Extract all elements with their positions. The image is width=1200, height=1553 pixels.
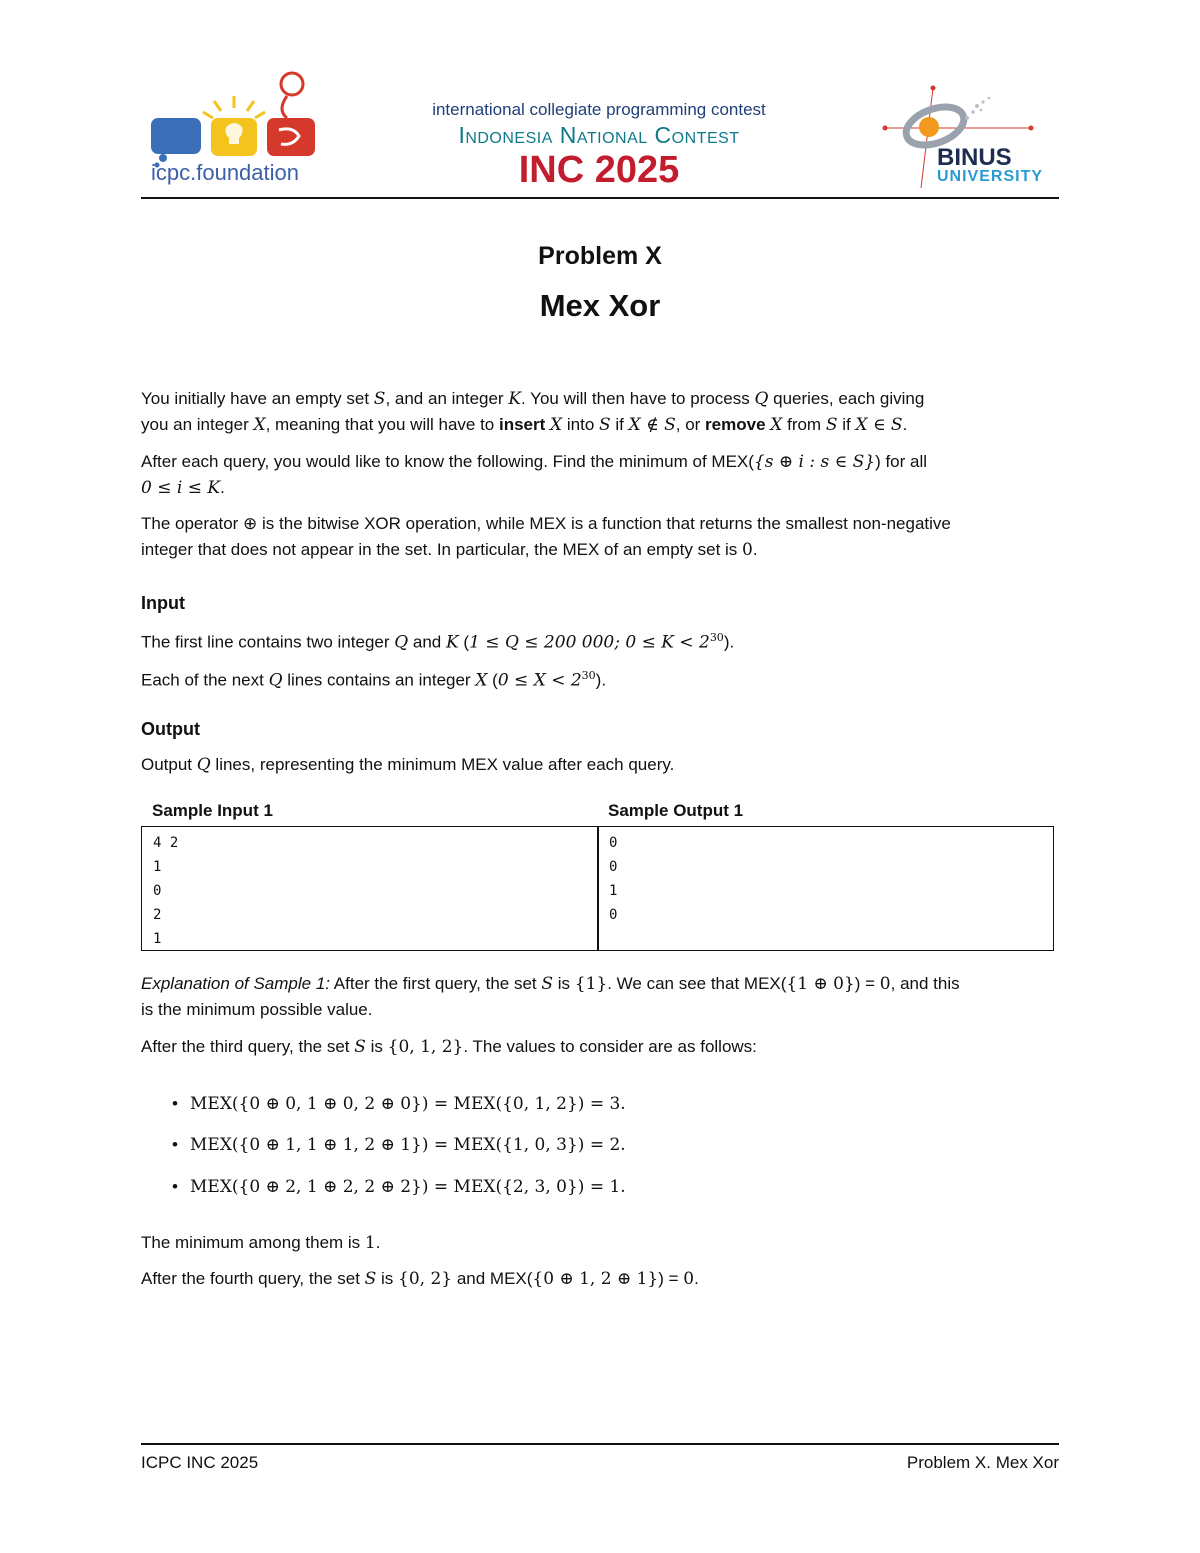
text: into bbox=[562, 415, 599, 434]
math-expr: 1 ≤ Q ≤ 200 000; 0 ≤ K < 2 bbox=[469, 632, 710, 653]
math-var: S bbox=[364, 1269, 377, 1289]
problem-title: Mex Xor bbox=[539, 288, 661, 323]
text: Each of the next bbox=[141, 670, 269, 690]
text: is bbox=[376, 1269, 399, 1288]
math-var: K bbox=[508, 389, 522, 409]
sample-divider bbox=[597, 827, 599, 950]
text: ) = bbox=[854, 974, 880, 993]
text: ( bbox=[487, 670, 498, 690]
math-expr: {0, 1, 2} bbox=[387, 1037, 464, 1057]
explanation-paragraph-4 bbox=[141, 1266, 1059, 1292]
sample-output-line: 1 bbox=[609, 883, 618, 899]
math-expr: {s ⊕ i : s ∈ S} bbox=[753, 452, 876, 472]
text: ) = bbox=[658, 1269, 684, 1288]
list-item bbox=[172, 1091, 626, 1117]
math-expr: 0 bbox=[742, 540, 753, 560]
text: , meaning that you will have to bbox=[265, 415, 499, 434]
text: The first line contains two integer bbox=[141, 632, 395, 652]
sample-output-heading: Sample Output 1 bbox=[608, 801, 744, 820]
binus-name: BINUS bbox=[937, 144, 1012, 171]
text: . bbox=[752, 540, 758, 559]
footer-left: ICPC INC 2025 bbox=[141, 1453, 259, 1472]
math-var: X bbox=[253, 415, 266, 435]
text: if bbox=[837, 415, 856, 434]
text: is bbox=[553, 974, 575, 993]
text: . bbox=[902, 415, 908, 434]
text: . bbox=[694, 1269, 699, 1288]
math-var: S bbox=[373, 389, 386, 409]
math-var: S bbox=[599, 415, 611, 435]
sample-output-line: 0 bbox=[609, 835, 618, 851]
sample-input-line: 0 bbox=[153, 883, 162, 899]
input-line-2 bbox=[141, 663, 1059, 694]
text: , and an integer bbox=[385, 389, 509, 408]
math-var: Q bbox=[268, 670, 283, 691]
text: ). bbox=[595, 670, 607, 690]
input-line-1 bbox=[141, 625, 1059, 656]
math-expr: 0 bbox=[683, 1269, 695, 1289]
problem-label: Problem X bbox=[538, 242, 662, 270]
sample-output-content bbox=[609, 831, 617, 927]
math-exponent: 30 bbox=[709, 631, 724, 644]
text: The operator ⊕ is the bitwise XOR operation, while MEX is a function that returns the smallest non-negative bbox=[141, 514, 951, 533]
text: . You will then have to process bbox=[521, 389, 755, 408]
sample-input-line: 4 2 bbox=[153, 835, 179, 851]
remove-keyword: remove bbox=[705, 415, 766, 434]
text: , or bbox=[675, 415, 706, 434]
explanation-paragraph-1 bbox=[141, 971, 1059, 1023]
contest-line-2: Indonesia National Contest bbox=[458, 122, 740, 148]
text: from bbox=[782, 415, 826, 434]
math-var: K bbox=[445, 632, 459, 653]
math-expr: X ∉ S bbox=[628, 415, 676, 435]
text: ) for all bbox=[875, 452, 928, 471]
math-expr: X ∈ S bbox=[855, 415, 903, 435]
text: The minimum among them is bbox=[141, 1233, 365, 1252]
contest-line-1: international collegiate programming contest bbox=[432, 100, 766, 119]
math-var: S bbox=[825, 415, 838, 435]
math-expr: {0, 2} bbox=[398, 1269, 453, 1289]
header-rule bbox=[141, 197, 1059, 199]
math-expr: 0 bbox=[879, 974, 891, 994]
sample-input-line: 2 bbox=[153, 907, 162, 923]
text: integer that does not appear in the set. In particular, the MEX of an empty set is bbox=[141, 540, 743, 559]
math-expr: {0 ⊕ 1, 2 ⊕ 1} bbox=[532, 1269, 659, 1289]
math-var: Q bbox=[754, 389, 769, 409]
text: and MEX( bbox=[452, 1269, 533, 1288]
list-item bbox=[172, 1132, 626, 1158]
math-var: X bbox=[770, 415, 783, 435]
text: is the minimum possible value. bbox=[141, 1000, 373, 1019]
binus-university-label: UNIVERSITY bbox=[937, 168, 1044, 185]
math-expr: {1} bbox=[574, 974, 608, 994]
text: you an integer bbox=[141, 415, 254, 434]
sample-box bbox=[141, 826, 1054, 951]
math-var: X bbox=[475, 670, 488, 691]
text: ( bbox=[458, 632, 470, 652]
text: After each query, you would like to know the following. Find the minimum of MEX( bbox=[141, 452, 754, 471]
bullet-text: MEX({0 ⊕ 0, 1 ⊕ 0, 2 ⊕ 0}) = MEX({0, 1, 2}) = 3. bbox=[190, 1094, 626, 1114]
text: You initially have an empty set bbox=[141, 389, 374, 408]
sample-input-line: 1 bbox=[153, 931, 162, 947]
bullet-icon: • bbox=[172, 1135, 178, 1154]
math-exponent: 30 bbox=[581, 669, 596, 682]
input-heading: Input bbox=[141, 593, 185, 613]
list-item bbox=[172, 1174, 626, 1200]
text: . We can see that MEX( bbox=[607, 974, 787, 993]
text: lines contains an integer bbox=[282, 670, 476, 690]
text: . bbox=[220, 478, 225, 497]
statement-paragraph-2 bbox=[141, 449, 1059, 501]
math-var: S bbox=[354, 1037, 366, 1057]
footer-right: Problem X. Mex Xor bbox=[906, 1453, 1059, 1472]
text: After the third query, the set bbox=[141, 1037, 355, 1056]
statement-paragraph-3 bbox=[141, 511, 1059, 563]
sample-input-heading: Sample Input 1 bbox=[152, 801, 273, 820]
icpc-logo-text: icpc.foundation bbox=[151, 160, 299, 185]
bullet-icon: • bbox=[172, 1177, 178, 1196]
explanation-paragraph-2 bbox=[141, 1034, 1059, 1060]
text: Output bbox=[141, 755, 197, 774]
text: and bbox=[408, 632, 446, 652]
math-expr: 0 ≤ i ≤ K bbox=[141, 478, 221, 498]
text: . bbox=[375, 1233, 381, 1252]
text: , and this bbox=[890, 974, 960, 993]
text: is bbox=[365, 1037, 388, 1056]
insert-keyword: insert bbox=[499, 415, 546, 434]
text: After the fourth query, the set bbox=[141, 1269, 365, 1288]
math-expr: 1 bbox=[364, 1233, 376, 1253]
explanation-paragraph-3 bbox=[141, 1230, 1059, 1256]
sample-input-line: 1 bbox=[153, 859, 162, 875]
math-var: S bbox=[541, 974, 554, 994]
text: queries, each giving bbox=[768, 389, 925, 408]
output-heading: Output bbox=[141, 719, 200, 739]
output-section bbox=[141, 716, 1059, 742]
output-line-1 bbox=[141, 752, 1059, 778]
sample-input-content bbox=[153, 831, 178, 951]
math-var: Q bbox=[394, 632, 409, 653]
bullet-text: MEX({0 ⊕ 1, 1 ⊕ 1, 2 ⊕ 1}) = MEX({1, 0, 3}) = 2. bbox=[190, 1135, 626, 1155]
math-expr: 0 ≤ X < 2 bbox=[497, 670, 582, 691]
text: After the first query, the set bbox=[330, 974, 542, 993]
contest-title-block bbox=[419, 100, 779, 192]
contest-line-3: INC 2025 bbox=[518, 149, 680, 191]
bullet-text: MEX({0 ⊕ 2, 1 ⊕ 2, 2 ⊕ 2}) = MEX({2, 3, 0}) = 1. bbox=[190, 1177, 626, 1197]
sample-output-line: 0 bbox=[609, 907, 618, 923]
statement-paragraph-1 bbox=[141, 386, 1059, 438]
text: lines, representing the minimum MEX value after each query. bbox=[210, 755, 675, 774]
math-expr: {1 ⊕ 0} bbox=[786, 974, 855, 994]
footer-rule bbox=[141, 1443, 1059, 1445]
math-var: Q bbox=[196, 755, 211, 775]
text: if bbox=[610, 415, 629, 434]
explanation-label: Explanation of Sample 1: bbox=[141, 974, 331, 993]
text: ). bbox=[723, 632, 735, 652]
bullet-icon: • bbox=[172, 1094, 178, 1113]
input-section bbox=[141, 590, 1059, 616]
sample-output-line: 0 bbox=[609, 859, 618, 875]
math-var: X bbox=[550, 415, 563, 435]
page-header bbox=[141, 62, 1059, 198]
text: . The values to consider are as follows: bbox=[463, 1037, 757, 1056]
